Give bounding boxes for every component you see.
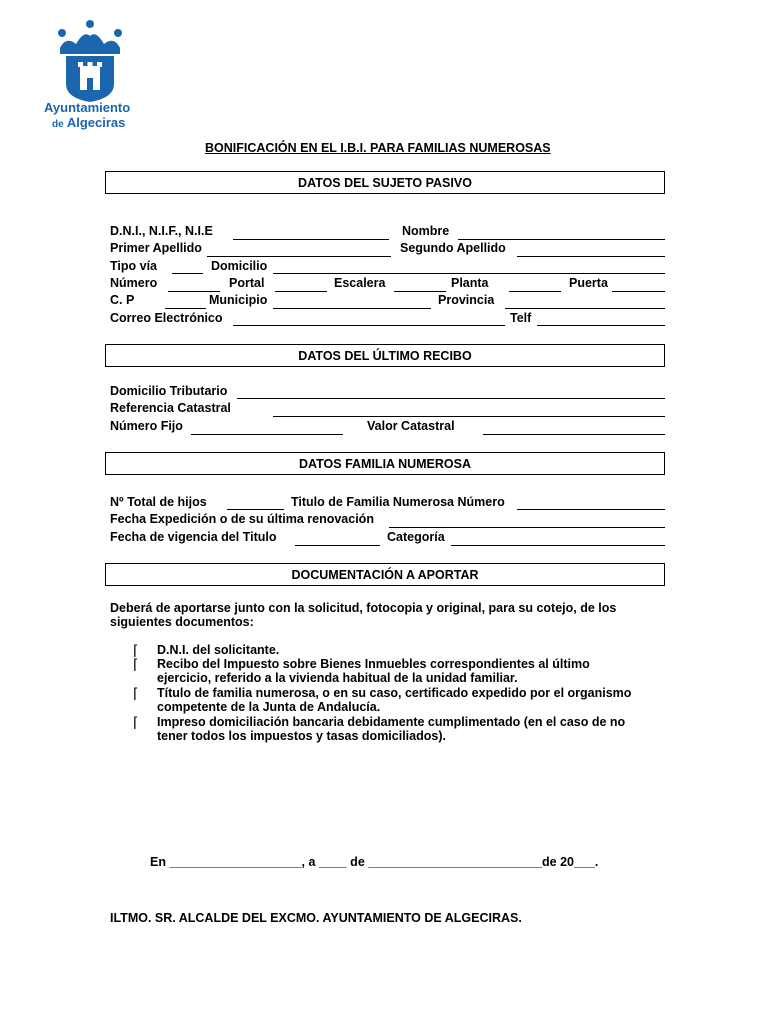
doc-item-3-line2: competente de la Junta de Andalucía. [157, 700, 381, 714]
label-telf: Telf [510, 311, 532, 325]
page-title: BONIFICACIÓN EN EL I.B.I. PARA FAMILIAS NUMEROSAS [205, 141, 551, 155]
field-telf[interactable] [537, 325, 665, 326]
logo-name-line1: Ayuntamiento [44, 100, 131, 115]
documentation-intro-line1: Deberá de aportarse junto con la solicitud, fotocopia y original, para su cotejo, de los [110, 601, 617, 615]
field-fecha-vigencia[interactable] [295, 545, 380, 546]
field-primer-apellido[interactable] [207, 256, 391, 257]
doc-item-4-line1: Impreso domiciliación bancaria debidamente cumplimentado (en el caso de no [157, 715, 626, 729]
section-header-label: DATOS DEL ÚLTIMO RECIBO [298, 348, 472, 363]
field-titulo-numero[interactable] [517, 509, 665, 510]
field-numero[interactable] [168, 291, 220, 292]
doc-item-2-line1: Recibo del Impuesto sobre Bienes Inmuebles correspondientes al último [157, 657, 590, 671]
section-header-ultimo-recibo [105, 344, 665, 367]
label-dni: D.N.I., N.I.F., N.I.E [110, 224, 213, 238]
field-provincia[interactable] [505, 308, 665, 309]
field-tipo-via[interactable] [172, 273, 203, 274]
section-header-label: DATOS DEL SUJETO PASIVO [298, 175, 472, 190]
field-municipio[interactable] [273, 308, 431, 309]
signature-date-line[interactable]: En ___________________, a ____ de _________________________de 20___. [150, 855, 599, 869]
doc-item-4-line2: tener todos los impuestos y tasas domiciliados). [157, 729, 446, 743]
label-total-hijos: Nº Total de hijos [110, 495, 207, 509]
field-segundo-apellido[interactable] [517, 256, 665, 257]
label-portal: Portal [229, 276, 265, 290]
label-primer-apellido: Primer Apellido [110, 241, 202, 255]
doc-item-3-line1: Título de familia numerosa, o en su caso, certificado expedido por el organismo [157, 686, 632, 700]
label-fecha-expedicion: Fecha Expedición o de su última renovación [110, 512, 374, 526]
field-valor-catastral[interactable] [483, 434, 665, 435]
crown-castle-icon [40, 18, 140, 103]
label-puerta: Puerta [569, 276, 608, 290]
label-fecha-vigencia: Fecha de vigencia del Titulo [110, 530, 277, 544]
label-segundo-apellido: Segundo Apellido [400, 241, 506, 255]
field-categoria[interactable] [451, 545, 665, 546]
documentation-intro-line2: siguientes documentos: [110, 615, 254, 629]
label-tipo-via: Tipo vía [110, 259, 158, 273]
section-header-sujeto-pasivo [105, 171, 665, 194]
section-header-label: DATOS FAMILIA NUMEROSA [299, 456, 471, 471]
field-portal[interactable] [275, 291, 327, 292]
logo-prefix: de [52, 119, 64, 130]
label-domicilio-tributario: Domicilio Tributario [110, 384, 228, 398]
bullet-icon: ⌈ [133, 714, 139, 730]
section-header-label: DOCUMENTACIÓN A APORTAR [291, 567, 479, 582]
label-categoria: Categoría [387, 530, 445, 544]
field-planta[interactable] [509, 291, 561, 292]
label-escalera: Escalera [334, 276, 386, 290]
field-puerta[interactable] [612, 291, 665, 292]
field-fecha-expedicion[interactable] [389, 527, 665, 528]
label-municipio: Municipio [209, 293, 268, 307]
label-nombre: Nombre [402, 224, 450, 238]
bullet-icon: ⌈ [133, 642, 139, 658]
field-referencia-catastral[interactable] [273, 416, 665, 417]
label-titulo-numero: Titulo de Familia Numerosa Número [291, 495, 505, 509]
field-domicilio-tributario[interactable] [237, 398, 665, 399]
doc-item-2-line2: ejercicio, referido a la vivienda habitual de la unidad familiar. [157, 671, 518, 685]
section-header-familia-numerosa [105, 452, 665, 475]
doc-item-1-line1: D.N.I. del solicitante. [157, 643, 280, 657]
label-correo: Correo Electrónico [110, 311, 223, 325]
logo [40, 18, 140, 128]
label-referencia-catastral: Referencia Catastral [110, 401, 231, 415]
field-escalera[interactable] [394, 291, 446, 292]
label-provincia: Provincia [438, 293, 495, 307]
label-domicilio: Domicilio [211, 259, 268, 273]
field-nombre[interactable] [458, 239, 665, 240]
bullet-icon: ⌈ [133, 656, 139, 672]
bullet-icon: ⌈ [133, 685, 139, 701]
field-cp[interactable] [165, 308, 206, 309]
section-header-documentacion [105, 563, 665, 586]
field-dni[interactable] [233, 239, 389, 240]
field-numero-fijo[interactable] [191, 434, 343, 435]
label-valor-catastral: Valor Catastral [367, 419, 455, 433]
label-planta: Planta [451, 276, 489, 290]
field-domicilio[interactable] [273, 273, 665, 274]
field-correo[interactable] [233, 325, 505, 326]
label-cp: C. P [110, 293, 135, 307]
logo-city: Algeciras [66, 115, 126, 130]
logo-name-line2 [52, 115, 125, 130]
label-numero-fijo: Número Fijo [110, 419, 183, 433]
addressee: ILTMO. SR. ALCALDE DEL EXCMO. AYUNTAMIENTO DE ALGECIRAS. [110, 911, 522, 925]
field-total-hijos[interactable] [227, 509, 284, 510]
label-numero: Número [110, 276, 158, 290]
